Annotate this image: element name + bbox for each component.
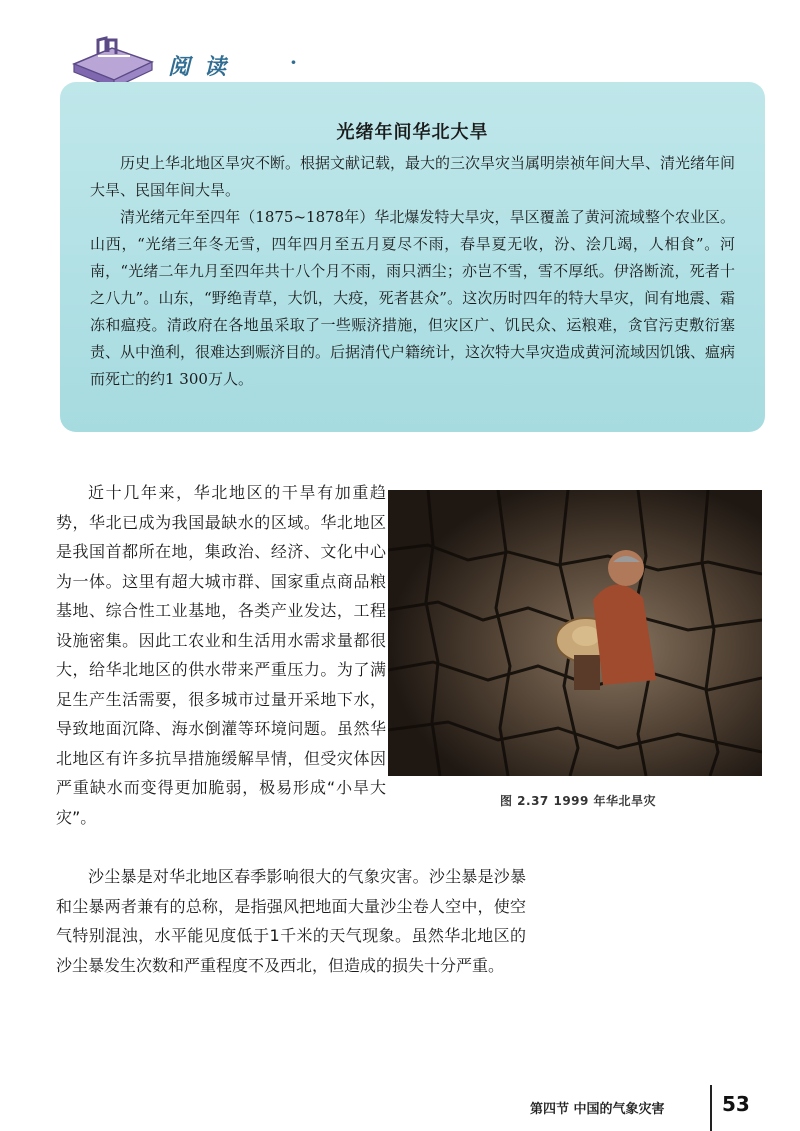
footer-divider — [710, 1085, 712, 1131]
body-paragraph: 近十几年来，华北地区的干旱有加重趋势，华北已成为我国最缺水的区域。华北地区是我国首都所在地，集政治、经济、文化中心为一体。这里有超大城市群、国家重点商品粮基地、综合性工业基地，各类产业发达，工程设施密集。因此工农业和生活用水需求量都很大，给华北地区的供水带来严重压力。为了满足生产生活需要，很多城市过量开采地下水，导致地面沉降、海水倒灌等环境问题。虽然华北地区有许多抗旱措施缓解旱情，但受灾体因严重缺水而变得更加脆弱，极易形成“小旱大灾”。 — [56, 483, 386, 827]
reading-paragraph: 清光绪元年至四年（1875~1878年）华北爆发特大旱灾，旱区覆盖了黄河流域整个农业区。山西，“光绪三年冬无雪，四年四月至五月夏尽不雨，春旱夏无收，汾、浍几竭，人相食”。河南，“光绪二年九月至四年共十八个月不雨，雨只洒尘；亦岂不雪，雪不厚纸。伊洛断流，死者十之八九”。山东，“野绝青草，大饥，大疫，死者甚众”。这次历时四年的特大旱灾，间有地震、霜冻和瘟疫。清政府在各地虽采取了一些赈济措施，但灾区广、饥民众、运粮难，贪官污吏敷衍塞责、从中渔利，很难达到赈济目的。后据清代户籍统计，这次特大旱灾造成黄河流域因饥饿、瘟病而死亡的约1 300万人。 — [90, 208, 736, 388]
body-paragraph: 沙尘暴是对华北地区春季影响很大的气象灾害。沙尘暴是沙暴和尘暴两者兼有的总称，是指强风把地面大量沙尘卷人空中，使空气特别混浊，水平能见度低于1千米的天气现象。虽然华北地区的沙尘暴发生次数和严重程度不及西北，但造成的损失十分严重。 — [56, 867, 526, 975]
body-text-full — [56, 862, 526, 980]
figure-caption: 图 2.37 1999 年华北旱灾 — [500, 794, 657, 808]
reading-box — [60, 82, 765, 432]
reading-dot: · — [290, 50, 297, 74]
reading-label: 阅读 — [168, 55, 241, 80]
footer-section-title: 第四节 中国的气象灾害 — [530, 1102, 665, 1117]
reading-title: 光绪年间华北大旱 — [336, 122, 489, 143]
page-number: 53 — [722, 1092, 750, 1116]
reading-paragraph: 历史上华北地区旱灾不断。根据文献记载，最大的三次旱灾当属明崇祯年间大旱、清光绪年间大旱、民国年间大旱。 — [90, 154, 736, 199]
body-text-column — [56, 478, 386, 832]
drought-photo — [388, 490, 762, 776]
